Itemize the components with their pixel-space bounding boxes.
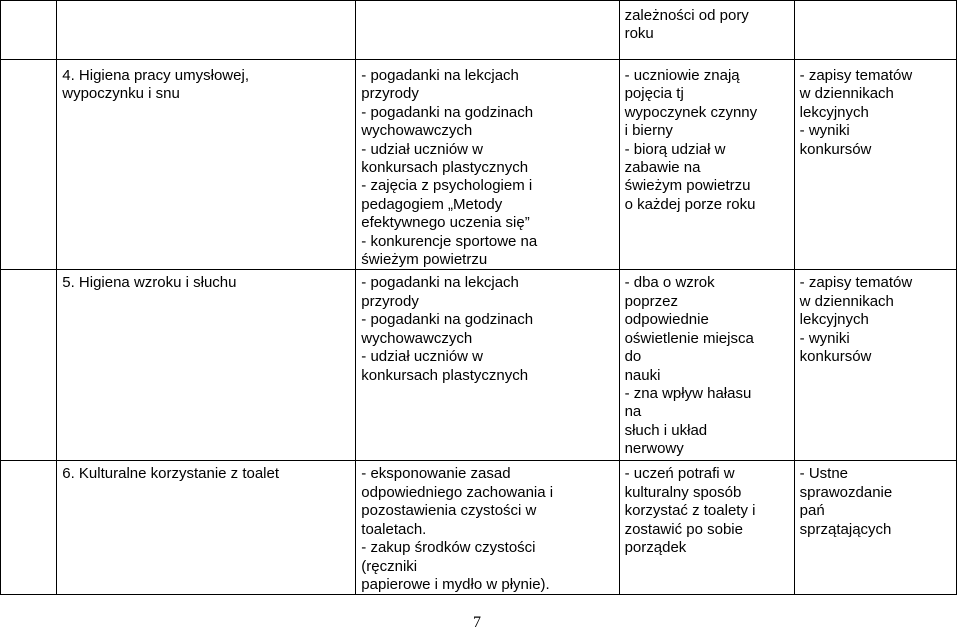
topic-cell — [57, 461, 356, 595]
table-row — [1, 461, 957, 595]
topic-cell — [57, 1, 356, 60]
evaluation-text: - zapisy tematów w dziennikach lekcyjnych - wyniki konkursów — [799, 67, 913, 158]
outcomes-text: - uczniowie znają pojęcia tj wypoczynek czynny i bierny - biorą udział w zabawie na świeżym powietrzu o każdej porze roku — [624, 67, 758, 213]
topic-cell — [57, 270, 356, 461]
table-row — [1, 270, 957, 461]
margin-cell — [1, 1, 57, 60]
margin-cell — [1, 60, 57, 270]
evaluation-text: - zapisy tematów w dziennikach lekcyjnych - wyniki konkursów — [799, 274, 913, 366]
table-row — [1, 1, 957, 60]
outcomes-text: zależności od pory roku — [624, 7, 749, 43]
evaluation-cell — [794, 60, 956, 270]
outcomes-cell — [619, 60, 794, 270]
methods-cell — [356, 1, 619, 60]
outcomes-text: - dba o wzrok poprzez odpowiednie oświetlenie miejsca do nauki - zna wpływ hałasu na słuch i układ nerwowy — [624, 274, 754, 458]
evaluation-cell — [794, 270, 956, 461]
evaluation-cell — [794, 461, 956, 595]
topic-text: 6. Kulturalne korzystanie z toalet — [62, 465, 280, 483]
topic-text: 5. Higiena wzroku i słuchu — [62, 274, 237, 292]
topic-text: 4. Higiena pracy umysłowej, wypoczynku i snu — [62, 67, 249, 103]
outcomes-cell — [619, 461, 794, 595]
outcomes-cell — [619, 1, 794, 60]
methods-cell — [356, 60, 619, 270]
margin-cell — [1, 270, 57, 461]
methods-cell — [356, 270, 619, 461]
page-number: 7 — [473, 614, 481, 631]
outcomes-cell — [619, 270, 794, 461]
methods-text: - pogadanki na lekcjach przyrody - pogadanki na godzinach wychowawczych - udział uczniów w konkursach plastycznych — [361, 274, 534, 384]
margin-cell — [1, 461, 57, 595]
evaluation-text: - Ustne sprawozdanie pań sprzątających — [799, 465, 893, 538]
table-row — [1, 60, 957, 270]
methods-text: - eksponowanie zasad odpowiedniego zachowania i pozostawienia czystości w toaletach. - zakup środków czystości (ręczniki papierowe i mydło w płynie). — [361, 465, 554, 593]
methods-text: - pogadanki na lekcjach przyrody - pogadanki na godzinach wychowawczych - udział uczniów w konkursach plastycznych - zajęcia z psychologiem i pedagogiem „Metody efektywnego uczenia się” - konkurencje sportowe na świeżym powietrzu — [361, 67, 538, 269]
topic-cell — [57, 60, 356, 270]
methods-cell — [356, 461, 619, 595]
outcomes-text: - uczeń potrafi w kulturalny sposób korzystać z toalety i zostawić po sobie porządek — [624, 465, 756, 557]
evaluation-cell — [794, 1, 956, 60]
